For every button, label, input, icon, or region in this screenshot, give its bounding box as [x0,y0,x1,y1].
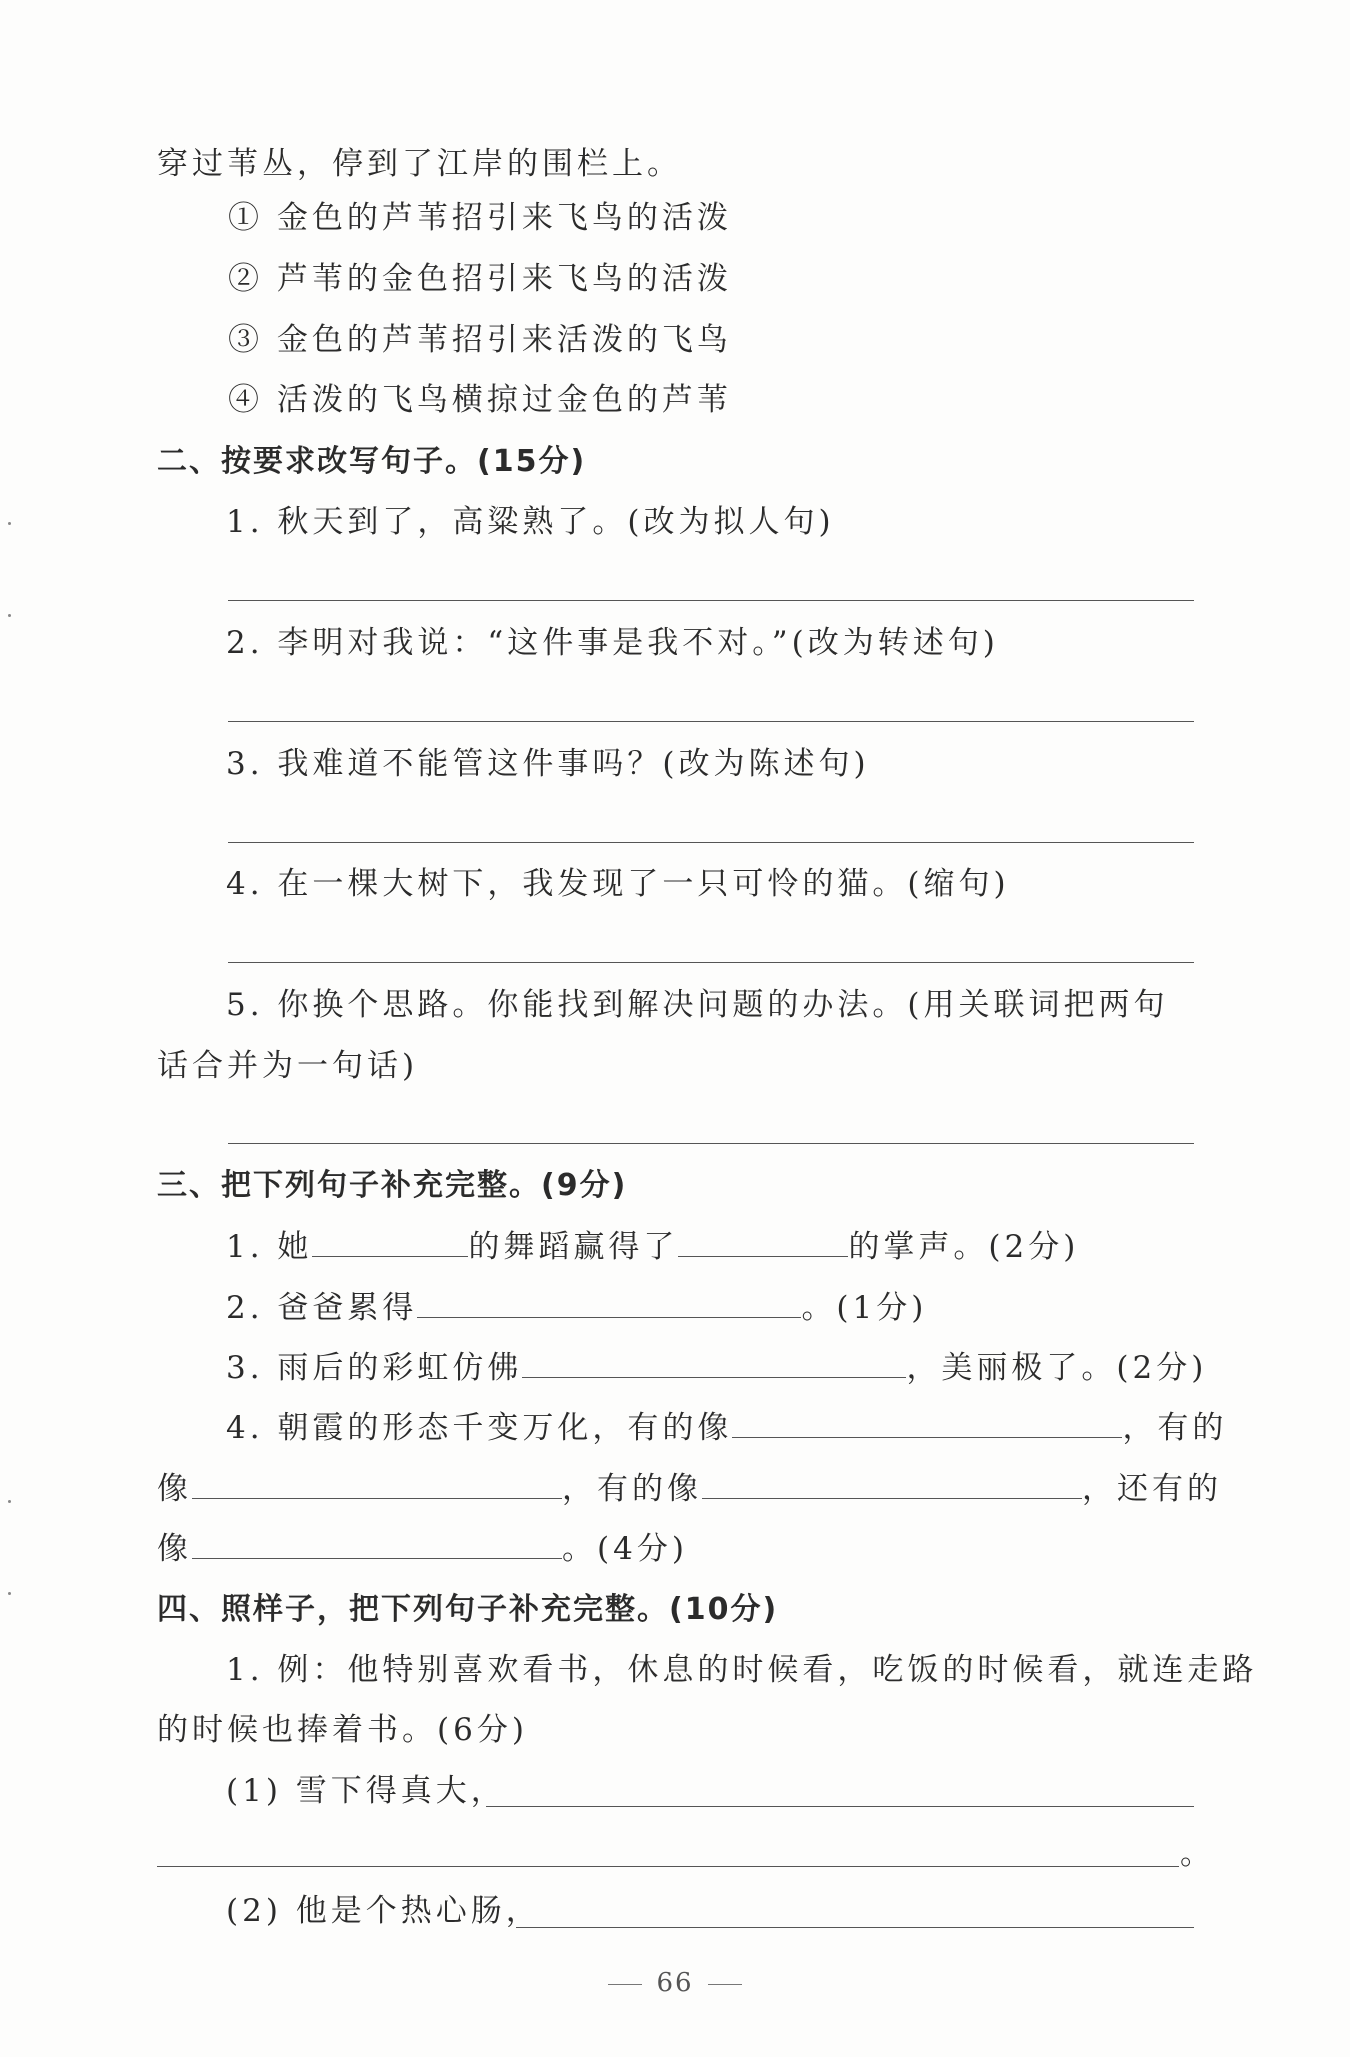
s2-item-5-line1: 5. 你换个思路。你能找到解决问题的办法。(用关联词把两句 [226,987,1169,1023]
s3-q3 [226,1346,1207,1390]
s2-answer-line-4[interactable] [228,962,1194,963]
page-number: 66 [656,1968,694,1998]
s2-answer-line-5[interactable] [228,1143,1194,1144]
intro-line: 穿过苇丛，停到了江岸的围栏上。 [157,146,682,182]
s3-q3-a: 3. 雨后的彩虹仿佛 [226,1350,523,1386]
s3-q3-b: ，美丽极了。(2分) [906,1350,1208,1386]
s3-q4-g: 。(4分) [562,1531,688,1567]
s2-item-2: 2. 李明对我说：“这件事是我不对。”(改为转述句) [226,625,999,661]
s3-q4-f: 像 [157,1531,192,1567]
page-footer [0,1968,1350,1998]
s3-q1 [226,1225,1079,1269]
scan-speck [8,614,11,617]
s4-sub1-answer-line-1[interactable] [486,1806,1194,1807]
s3-q2-a: 2. 爸爸累得 [226,1290,418,1326]
s3-q4-blank-3[interactable] [702,1468,1082,1499]
s3-q4-line3 [157,1527,688,1571]
s4-example-line2: 的时候也捧着书。(6分) [157,1712,528,1748]
option-1: ① 金色的芦苇招引来飞鸟的活泼 [228,200,732,236]
s3-q2-b: 。(1分) [801,1290,928,1326]
s3-q4-line2 [157,1467,1222,1511]
s3-q1-blank-2[interactable] [678,1226,848,1257]
option-3: ③ 金色的芦苇招引来活泼的飞鸟 [228,322,732,358]
section2-title: 二、按要求改写句子。(15分) [157,444,587,479]
s3-q4-a: 4. 朝霞的形态千变万化，有的像 [226,1410,733,1446]
scan-speck [8,1500,11,1503]
s3-q4-b: ，有的 [1122,1410,1228,1446]
s4-example-line1: 1. 例：他特别喜欢看书，休息的时候看，吃饭的时候看，就连走路 [226,1652,1258,1688]
s3-q2-blank[interactable] [417,1287,801,1318]
s3-q3-blank[interactable] [522,1347,906,1378]
s4-sub2: (2) 他是个热心肠， [226,1893,541,1929]
s3-q1-a: 1. 她 [226,1229,313,1265]
s3-q1-c: 的掌声。(2分) [848,1229,1080,1265]
s3-q4-line1 [226,1406,1227,1450]
s3-q4-d: ，有的像 [562,1471,702,1507]
s2-answer-line-1[interactable] [228,600,1194,601]
section4-title: 四、照样子，把下列句子补充完整。(10分) [157,1592,779,1627]
option-4: ④ 活泼的飞鸟横掠过金色的芦苇 [228,382,732,418]
s2-answer-line-2[interactable] [228,721,1194,722]
s4-sub1-end-mark: 。 [1180,1836,1215,1872]
s2-item-5-line2: 话合并为一句话) [157,1048,419,1084]
s4-sub1: (1) 雪下得真大， [226,1773,506,1809]
option-2: ② 芦苇的金色招引来飞鸟的活泼 [228,261,732,297]
s2-answer-line-3[interactable] [228,842,1194,843]
section3-title: 三、把下列句子补充完整。(9分) [157,1168,628,1203]
s3-q1-b: 的舞蹈赢得了 [468,1229,679,1265]
s3-q4-e: ，还有的 [1082,1471,1222,1507]
s3-q4-blank-4[interactable] [192,1528,562,1559]
s3-q2 [226,1286,927,1330]
s2-item-3: 3. 我难道不能管这件事吗？(改为陈述句) [226,746,870,782]
footer-dash-right [708,1984,742,1985]
s3-q1-blank-1[interactable] [312,1226,468,1257]
scan-speck [8,1592,11,1595]
s3-q4-blank-1[interactable] [732,1407,1122,1438]
s2-item-4: 4. 在一棵大树下，我发现了一只可怜的猫。(缩句) [226,866,1010,902]
s3-q4-blank-2[interactable] [192,1468,562,1499]
s3-q4-c: 像 [157,1471,192,1507]
s4-sub1-answer-line-2[interactable] [157,1866,1179,1867]
s4-sub2-answer-line[interactable] [516,1927,1194,1928]
s2-item-1: 1. 秋天到了，高粱熟了。(改为拟人句) [226,504,835,540]
scan-speck [8,522,11,525]
footer-dash-left [608,1984,642,1985]
